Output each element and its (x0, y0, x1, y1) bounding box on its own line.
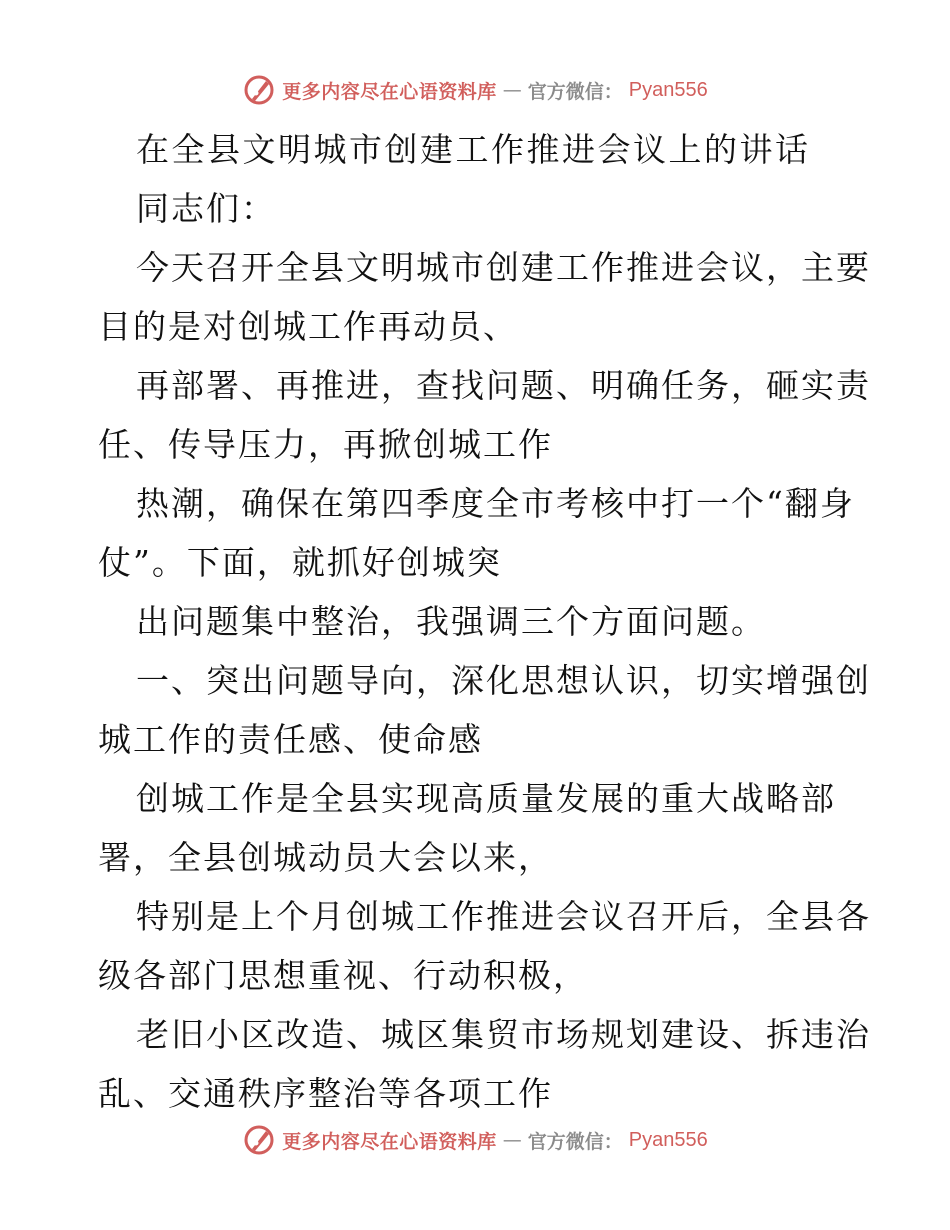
watermark-wechat-id: Pyan556 (628, 1128, 708, 1151)
paragraph-line: 特别是上个月创城工作推进会议召开后，全县各 (136, 897, 871, 936)
paragraph-line: 仗”。下面，就抓好创城突 (98, 543, 502, 582)
paragraph-line: 署，全县创城动员大会以来， (98, 838, 553, 877)
watermark-brand-text: 更多内容尽在心语资料库 (282, 80, 497, 103)
header-watermark (0, 70, 950, 110)
paragraph-line: 目的是对创城工作再动员、 (98, 307, 518, 346)
watermark-wechat-id: Pyan556 (628, 78, 708, 101)
paragraph-line: 创城工作是全县实现高质量发展的重大战略部 (136, 779, 836, 818)
watermark-official-label: 官方微信： (527, 80, 623, 103)
footer-watermark (0, 1120, 950, 1160)
paragraph-line: 出问题集中整治，我强调三个方面问题。 (136, 602, 766, 641)
watermark-official-label: 官方微信： (527, 1130, 623, 1153)
paragraph-line: 今天召开全县文明城市创建工作推进会议，主要 (136, 248, 871, 287)
salutation: 同志们： (136, 189, 276, 228)
paragraph-line: 任、传导压力，再掀创城工作 (98, 425, 553, 464)
quill-logo-icon (242, 1123, 276, 1157)
paragraph-line: 再部署、再推进，查找问题、明确任务，砸实责 (136, 366, 871, 405)
document-body (98, 120, 871, 1123)
watermark-dash: — (502, 79, 522, 101)
paragraph-line: 级各部门思想重视、行动积极， (98, 956, 588, 995)
section-heading: 一、突出问题导向，深化思想认识，切实增强创 (136, 661, 871, 700)
document-title: 在全县文明城市创建工作推进会议上的讲话 (136, 130, 811, 169)
section-heading: 城工作的责任感、使命感 (98, 720, 483, 759)
paragraph-line: 老旧小区改造、城区集贸市场规划建设、拆违治 (136, 1015, 871, 1054)
watermark-dash: — (502, 1129, 522, 1151)
quill-logo-icon (242, 73, 276, 107)
paragraph-line: 乱、交通秩序整治等各项工作 (98, 1074, 553, 1113)
watermark-brand-text: 更多内容尽在心语资料库 (282, 1130, 497, 1153)
paragraph-line: 热潮，确保在第四季度全市考核中打一个“翻身 (136, 484, 855, 523)
